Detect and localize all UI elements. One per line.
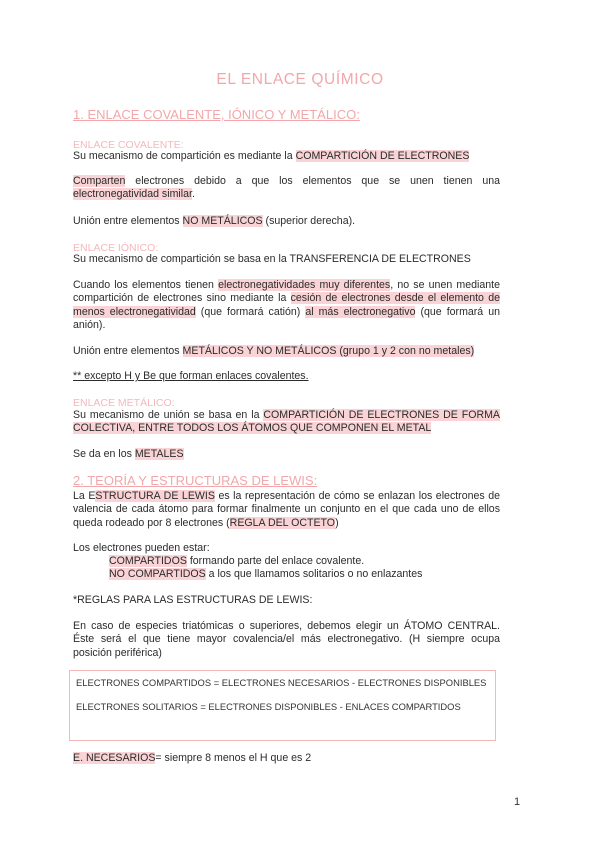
necesarios-line bbox=[73, 752, 500, 765]
text: Su mecanismo de unión se basa en la bbox=[73, 409, 264, 421]
highlight: REGLA DEL OCTETO bbox=[229, 516, 336, 529]
ionico-line-1: Su mecanismo de compartición se basa en la TRANSFERENCIA DE ELECTRONES bbox=[73, 253, 471, 265]
highlight: METALES bbox=[134, 448, 184, 460]
document-title: EL ENLACE QUÍMICO bbox=[216, 71, 384, 88]
reglas-heading: *REGLAS PARA LAS ESTRUCTURAS DE LEWIS: bbox=[73, 594, 313, 606]
spacer bbox=[76, 689, 489, 701]
bullet-compartidos bbox=[73, 555, 536, 568]
text: Unión entre elementos bbox=[73, 215, 183, 227]
highlight: NO METÁLICOS bbox=[182, 215, 263, 227]
section-1-heading: 1. ENLACE COVALENTE, IÓNICO Y METÁLICO: bbox=[73, 107, 360, 122]
text: , no se unen mediante compartición de electrones sino mediante la bbox=[73, 279, 500, 305]
metalico-line-2 bbox=[73, 448, 500, 461]
ionico-paragraph-2 bbox=[73, 279, 500, 333]
highlight: STRUCTURA DE LEWIS bbox=[95, 490, 215, 502]
metalico-paragraph-1 bbox=[73, 409, 500, 436]
ionico-line-3 bbox=[73, 345, 500, 358]
covalente-line-3 bbox=[73, 215, 500, 228]
text: (superior derecha). bbox=[262, 215, 356, 227]
highlight: cesión de electrones desde el elemento de menos electronegatividad bbox=[73, 292, 500, 318]
highlight: Comparten bbox=[73, 175, 126, 187]
text: electrones debido a que los elementos que se unen tienen una bbox=[125, 175, 500, 187]
formula-solitarios: ELECTRONES SOLITARIOS = ELECTRONES DISPONIBLES - ENLACES COMPARTIDOS bbox=[76, 701, 461, 712]
text: Unión entre elementos bbox=[73, 345, 183, 357]
highlight: COMPARTICIÓN DE ELECTRONES bbox=[295, 150, 470, 162]
text: . bbox=[191, 188, 195, 201]
text: es la representación de cómo se enlazan los electrones de valencia de cada átomo para formar finalmente un conjunto en el que cada uno de ellos queda rodeado por 8 electrones ( bbox=[73, 490, 501, 529]
bullet-no-compartidos bbox=[73, 568, 536, 581]
enlace-metalico-label: ENLACE METÁLICO: bbox=[73, 397, 175, 409]
section-2-heading: 2. TEORÍA Y ESTRUCTURAS DE LEWIS: bbox=[73, 473, 318, 488]
atomo-central-paragraph: En caso de especies triatómicas o superiores, debemos elegir un ÁTOMO CENTRAL. Éste será el que tiene mayor covalencia/el más electronegativo. (H siempre ocupa posición periférica) bbox=[73, 620, 500, 659]
highlight: E. NECESARIOS bbox=[73, 752, 156, 764]
lewis-paragraph-1 bbox=[73, 490, 500, 530]
highlight: COMPARTIDOS bbox=[109, 555, 187, 567]
text: (que formará catión) bbox=[195, 305, 306, 318]
highlight: electronegatividades muy diferentes bbox=[218, 279, 391, 291]
enlace-ionico-label: ENLACE IÓNICO: bbox=[73, 242, 159, 254]
formula-compartidos: ELECTRONES COMPARTIDOS = ELECTRONES NECESARIOS - ELECTRONES DISPONIBLES bbox=[76, 677, 487, 688]
text: ) bbox=[335, 516, 339, 529]
text: = siempre 8 menos el H que es 2 bbox=[155, 752, 312, 764]
highlight: al más electronegativo bbox=[305, 305, 416, 318]
highlight: NO COMPARTIDOS bbox=[109, 568, 206, 580]
text: Cuando los elementos tienen bbox=[73, 279, 219, 291]
highlight: COMPARTICIÓN DE ELECTRONES DE FORMA COLECTIVA, ENTRE TODOS LOS ÁTOMOS QUE COMPONEN EL METAL bbox=[73, 409, 500, 435]
text: formando parte del enlace covalente. bbox=[186, 555, 365, 567]
text: (que formará un anión). bbox=[73, 305, 500, 332]
text: Su mecanismo de compartición es mediante la bbox=[73, 150, 296, 162]
highlight: METÁLICOS Y NO METÁLICOS (grupo 1 y 2 con no metales) bbox=[182, 345, 475, 357]
enlace-covalente-label: ENLACE COVALENTE: bbox=[73, 139, 184, 151]
ionico-exception-note: ** excepto H y Be que forman enlaces covalentes. bbox=[73, 370, 309, 382]
text: a los que llamamos solitarios o no enlazantes bbox=[205, 568, 423, 580]
text: Se da en los bbox=[73, 448, 135, 460]
covalente-line-1 bbox=[73, 150, 500, 163]
text: La E bbox=[73, 490, 96, 502]
covalente-paragraph-2 bbox=[73, 175, 500, 202]
page-number: 1 bbox=[514, 796, 521, 808]
electrones-pueden-estar: Los electrones pueden estar: bbox=[73, 542, 210, 554]
highlight: electronegatividad similar bbox=[73, 188, 192, 201]
formula-box bbox=[69, 670, 496, 741]
